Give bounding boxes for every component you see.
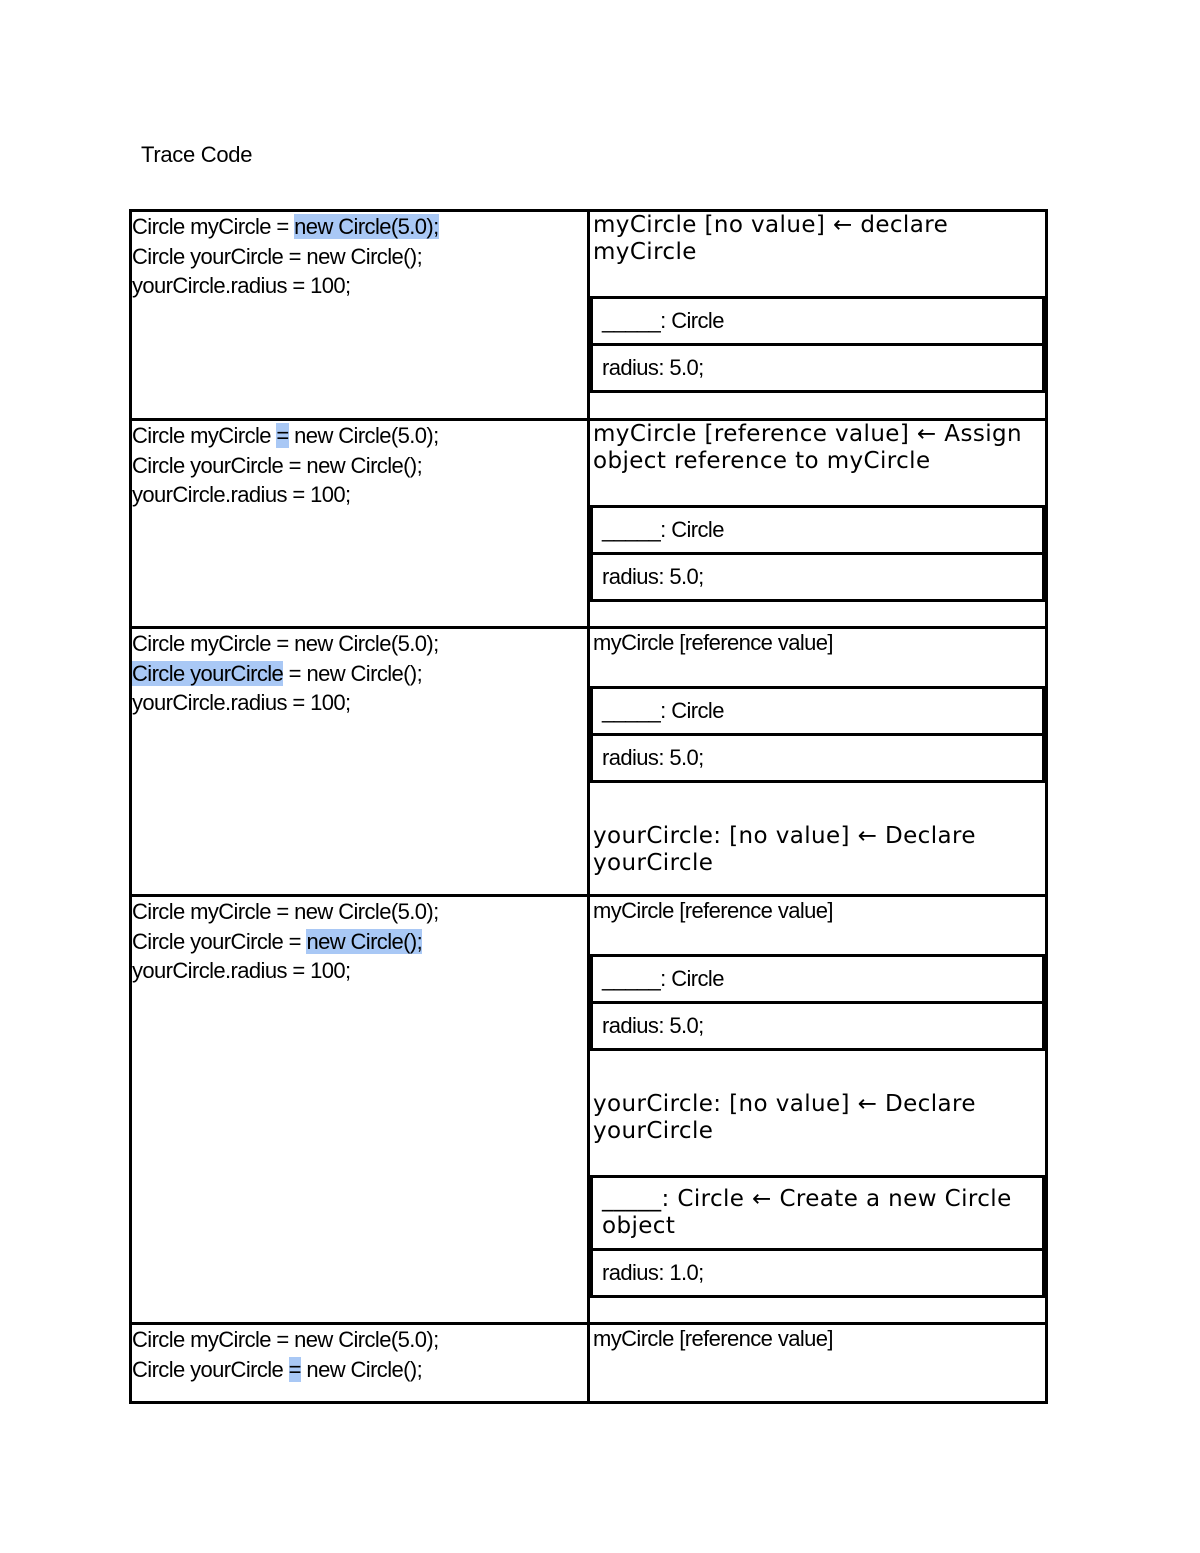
code-line: [132, 271, 587, 301]
spacer: [590, 1051, 1045, 1091]
variable-label: myCircle [reference value]: [593, 898, 833, 923]
code-line: [132, 927, 587, 957]
object-field: radius: 1.0;: [593, 1248, 1042, 1295]
code-segment: Circle yourCircle: [132, 1356, 289, 1382]
object-box: [590, 296, 1045, 393]
object-header: _____: Circle: [602, 698, 724, 723]
variable-label: yourCircle: [no value] ← Declare yourCircle: [593, 823, 976, 876]
code-line: [132, 629, 587, 659]
code-highlight: new Circle();: [306, 928, 423, 954]
object-header: _____: Circle ← Create a new Circle object: [602, 1186, 1012, 1239]
code-highlight: =: [276, 423, 289, 448]
spacer: [590, 783, 1045, 823]
code-cell: [131, 896, 589, 1324]
code-segment: yourCircle.radius = 100;: [132, 958, 351, 983]
code-segment: new Circle(5.0);: [288, 423, 439, 448]
code-highlight: new Circle(5.0);: [294, 214, 439, 239]
code-segment: Circle myCircle = new Circle(5.0);: [132, 899, 439, 924]
code-segment: new Circle();: [300, 1356, 423, 1382]
code-line: [132, 451, 587, 481]
memory-cell: [589, 628, 1047, 896]
code-line: [132, 688, 587, 718]
code-line: [132, 242, 587, 272]
trace-table-body: [131, 211, 1047, 1403]
variable-label: myCircle [reference value]: [593, 630, 833, 655]
memory-cell: [589, 211, 1047, 420]
code-cell: [131, 628, 589, 896]
memory-cell: [589, 420, 1047, 628]
code-segment: yourCircle.radius = 100;: [132, 273, 351, 298]
variable-label: yourCircle: [no value] ← Declare yourCircle: [593, 1091, 976, 1144]
code-line: [132, 421, 587, 451]
page-title: Trace Code: [141, 142, 253, 167]
object-header: _____: Circle: [602, 308, 724, 333]
code-segment: Circle yourCircle =: [132, 928, 307, 954]
trace-row: [131, 420, 1047, 628]
code-segment: Circle myCircle = new Circle(5.0);: [132, 631, 439, 656]
code-cell: [131, 1324, 589, 1403]
trace-row: [131, 896, 1047, 1324]
code-line: [132, 480, 587, 510]
code-highlight: Circle yourCircle: [132, 660, 284, 686]
object-field: radius: 5.0;: [593, 733, 1042, 780]
object-box: [590, 1175, 1045, 1298]
object-box: [590, 954, 1045, 1051]
code-line: [132, 897, 587, 927]
trace-row: [131, 628, 1047, 896]
variable-label: myCircle [reference value] ← Assign object reference to myCircle: [593, 421, 1022, 474]
trace-table: [129, 209, 1048, 1404]
code-segment: Circle yourCircle = new Circle();: [132, 243, 423, 269]
object-box: [590, 686, 1045, 783]
object-field: radius: 5.0;: [593, 1001, 1042, 1048]
code-segment: Circle myCircle =: [132, 214, 295, 239]
trace-row: [131, 1324, 1047, 1403]
memory-cell: [589, 1324, 1047, 1403]
code-line: [132, 1325, 587, 1355]
code-cell: [131, 420, 589, 628]
code-segment: yourCircle.radius = 100;: [132, 690, 351, 715]
variable-label: myCircle [reference value]: [593, 1326, 833, 1351]
code-highlight: =: [288, 1356, 301, 1382]
code-cell: [131, 211, 589, 420]
code-segment: yourCircle.radius = 100;: [132, 482, 351, 507]
variable-label: myCircle [no value] ← declare myCircle: [593, 212, 949, 265]
code-segment: Circle myCircle = new Circle(5.0);: [132, 1327, 439, 1352]
object-field: radius: 5.0;: [593, 343, 1042, 390]
code-line: [132, 212, 587, 242]
code-segment: Circle myCircle: [132, 423, 277, 448]
object-header: _____: Circle: [602, 966, 724, 991]
memory-cell: [589, 896, 1047, 1324]
trace-row: [131, 211, 1047, 420]
object-box: [590, 505, 1045, 602]
code-segment: Circle yourCircle = new Circle();: [132, 452, 423, 478]
object-field: radius: 5.0;: [593, 552, 1042, 599]
code-line: [132, 956, 587, 986]
object-header: _____: Circle: [602, 517, 724, 542]
code-line: [132, 659, 587, 689]
code-segment: = new Circle();: [283, 660, 423, 686]
code-line: [132, 1355, 587, 1385]
